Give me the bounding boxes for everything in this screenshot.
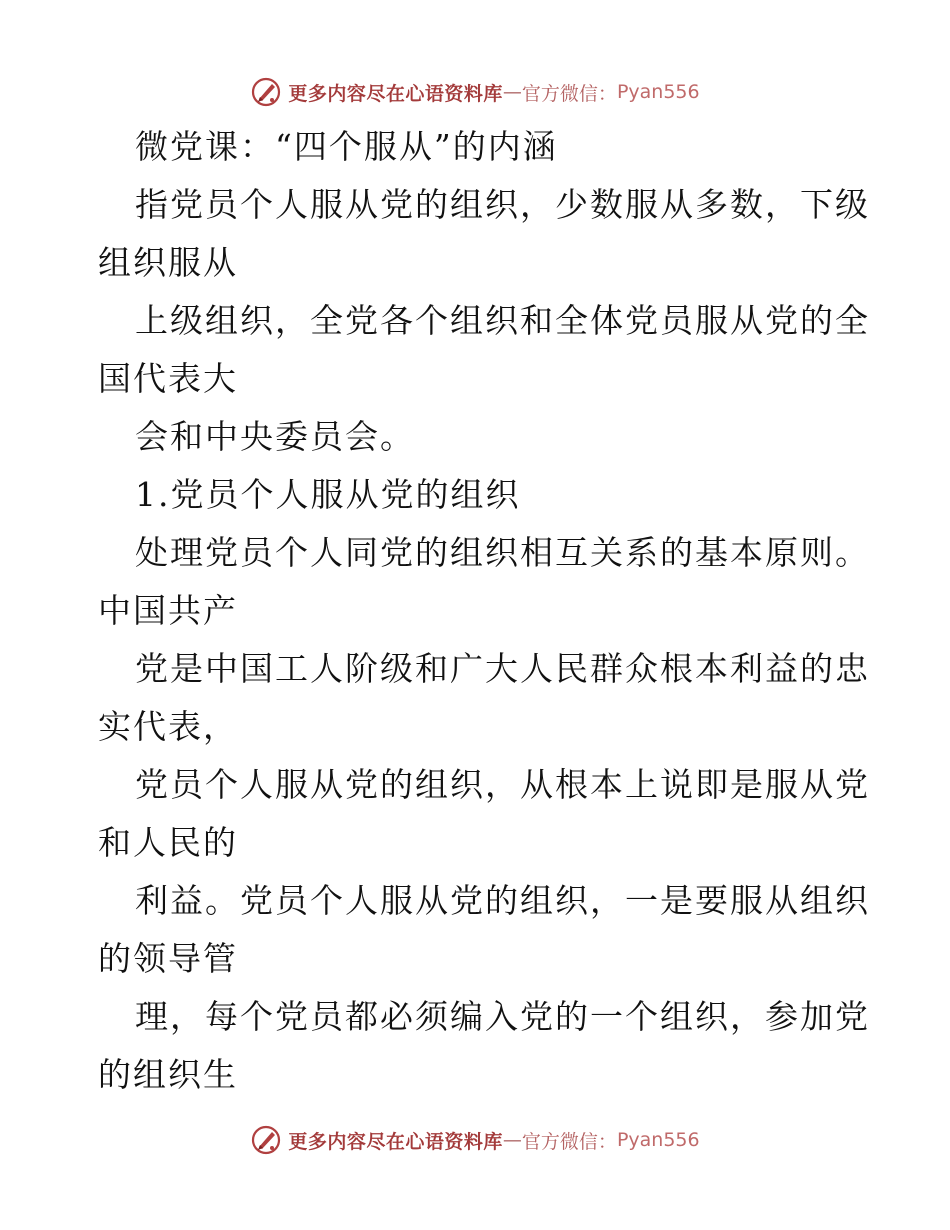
paragraph-line: 党是中国工人阶级和广大人民群众根本利益的忠 bbox=[135, 649, 870, 688]
banner-wechat-label: 官方微信： bbox=[521, 1130, 617, 1153]
banner-separator: — bbox=[502, 81, 522, 103]
paragraph-line: 和人民的 bbox=[98, 823, 238, 862]
quill-pen-circle-icon bbox=[250, 76, 282, 108]
document-body bbox=[98, 118, 870, 1104]
banner-wechat-label: 官方微信： bbox=[521, 82, 617, 105]
footer-watermark-banner bbox=[0, 1120, 950, 1160]
paragraph-line: 党员个人服从党的组织，从根本上说即是服从党 bbox=[135, 765, 870, 804]
paragraph-line: 实代表， bbox=[98, 707, 238, 746]
banner-separator: — bbox=[502, 1129, 522, 1151]
paragraph-line: 中国共产 bbox=[98, 591, 238, 630]
quill-pen-circle-icon bbox=[250, 1124, 282, 1156]
paragraph-line: 的组织生 bbox=[98, 1055, 238, 1094]
paragraph-line: 上级组织，全党各个组织和全体党员服从党的全 bbox=[135, 301, 870, 340]
banner-wechat-id: Pyan556 bbox=[616, 1129, 700, 1151]
header-watermark-banner bbox=[0, 72, 950, 112]
section-heading: 1.党员个人服从党的组织 bbox=[135, 475, 521, 514]
banner-wechat-id: Pyan556 bbox=[616, 81, 700, 103]
paragraph-line: 的领导管 bbox=[98, 939, 238, 978]
banner-main-text: 更多内容尽在心语资料库 bbox=[288, 82, 503, 105]
document-title: 微党课：“四个服从”的内涵 bbox=[135, 127, 558, 166]
paragraph-line: 组织服从 bbox=[98, 243, 238, 282]
paragraph-line: 理，每个党员都必须编入党的一个组织，参加党 bbox=[135, 997, 870, 1036]
paragraph-line: 会和中央委员会。 bbox=[135, 417, 415, 456]
banner-main-text: 更多内容尽在心语资料库 bbox=[288, 1130, 503, 1153]
paragraph-line: 处理党员个人同党的组织相互关系的基本原则。 bbox=[135, 533, 870, 572]
paragraph-line: 国代表大 bbox=[98, 359, 238, 398]
paragraph-line: 指党员个人服从党的组织，少数服从多数，下级 bbox=[135, 185, 870, 224]
paragraph-line: 利益。党员个人服从党的组织，一是要服从组织 bbox=[135, 881, 870, 920]
